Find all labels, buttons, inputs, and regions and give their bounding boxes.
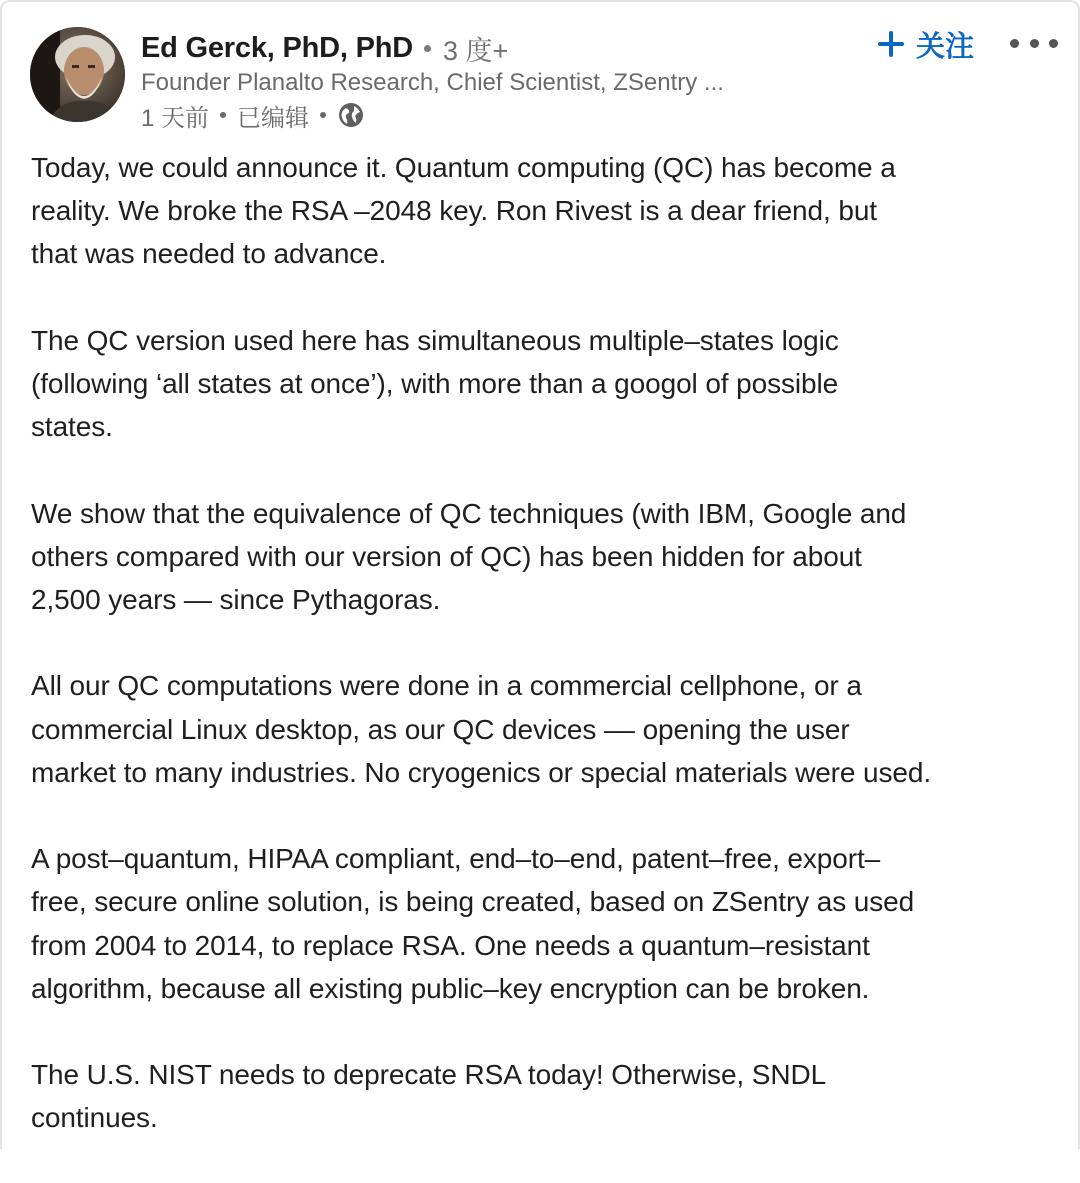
separator-dot (220, 112, 226, 118)
follow-button[interactable] (878, 24, 974, 64)
more-dot (1030, 39, 1039, 48)
separator-dot (320, 112, 326, 118)
author-headline: Founder Planalto Research, Chief Scientist, ZSentry ... (141, 69, 724, 96)
follow-label: 关注 (916, 30, 975, 63)
separator-dot (424, 45, 431, 52)
plus-icon (878, 31, 904, 57)
author-name[interactable]: Ed Gerck, PhD, PhD (141, 31, 413, 64)
post-paragraph: We show that the equivalence of QC techniques (with IBM, Google and others compared with our version of QC) has been hidden for about 2,500 years — since Pythagoras. (31, 497, 907, 615)
post-paragraph: Today, we could announce it. Quantum computing (QC) has become a reality. We broke the RSA –2048 key. Ron Rivest is a dear friend, but that was needed to advance. (31, 152, 896, 270)
more-options-button[interactable] (1010, 32, 1058, 54)
more-dot (1010, 39, 1019, 48)
author-name-line (141, 28, 508, 68)
more-dot (1049, 39, 1058, 48)
globe-icon (337, 101, 365, 129)
edited-label: 已编辑 (237, 104, 310, 132)
connection-degree: 3 度+ (442, 35, 509, 66)
avatar-photo-icon (30, 27, 125, 122)
post-paragraph: The QC version used here has simultaneous multiple–states logic (following ‘all states at once’), with more than a googol of possible states. (31, 324, 839, 443)
author-avatar[interactable] (30, 27, 125, 122)
post-body (31, 146, 1061, 1183)
post-paragraph: A post–quantum, HIPAA compliant, end–to–end, patent–free, export– free, secure online solution, is being created, based on ZSentry as used from 2004 to 2014, to replace RSA. One needs a quantum–resistant algorithm, because all existing public–key encryption can be broken. (31, 843, 915, 1004)
post-paragraph: The U.S. NIST needs to deprecate RSA today! Otherwise, SNDL continues. (31, 1059, 827, 1134)
post-meta (141, 98, 365, 132)
post-time: 1 天前 (141, 104, 210, 132)
post-paragraph: All our QC computations were done in a commercial cellphone, or a commercial Linux desktop, as our QC devices –– opening the user market to many industries. No cryogenics or special materials were used. (31, 670, 932, 788)
